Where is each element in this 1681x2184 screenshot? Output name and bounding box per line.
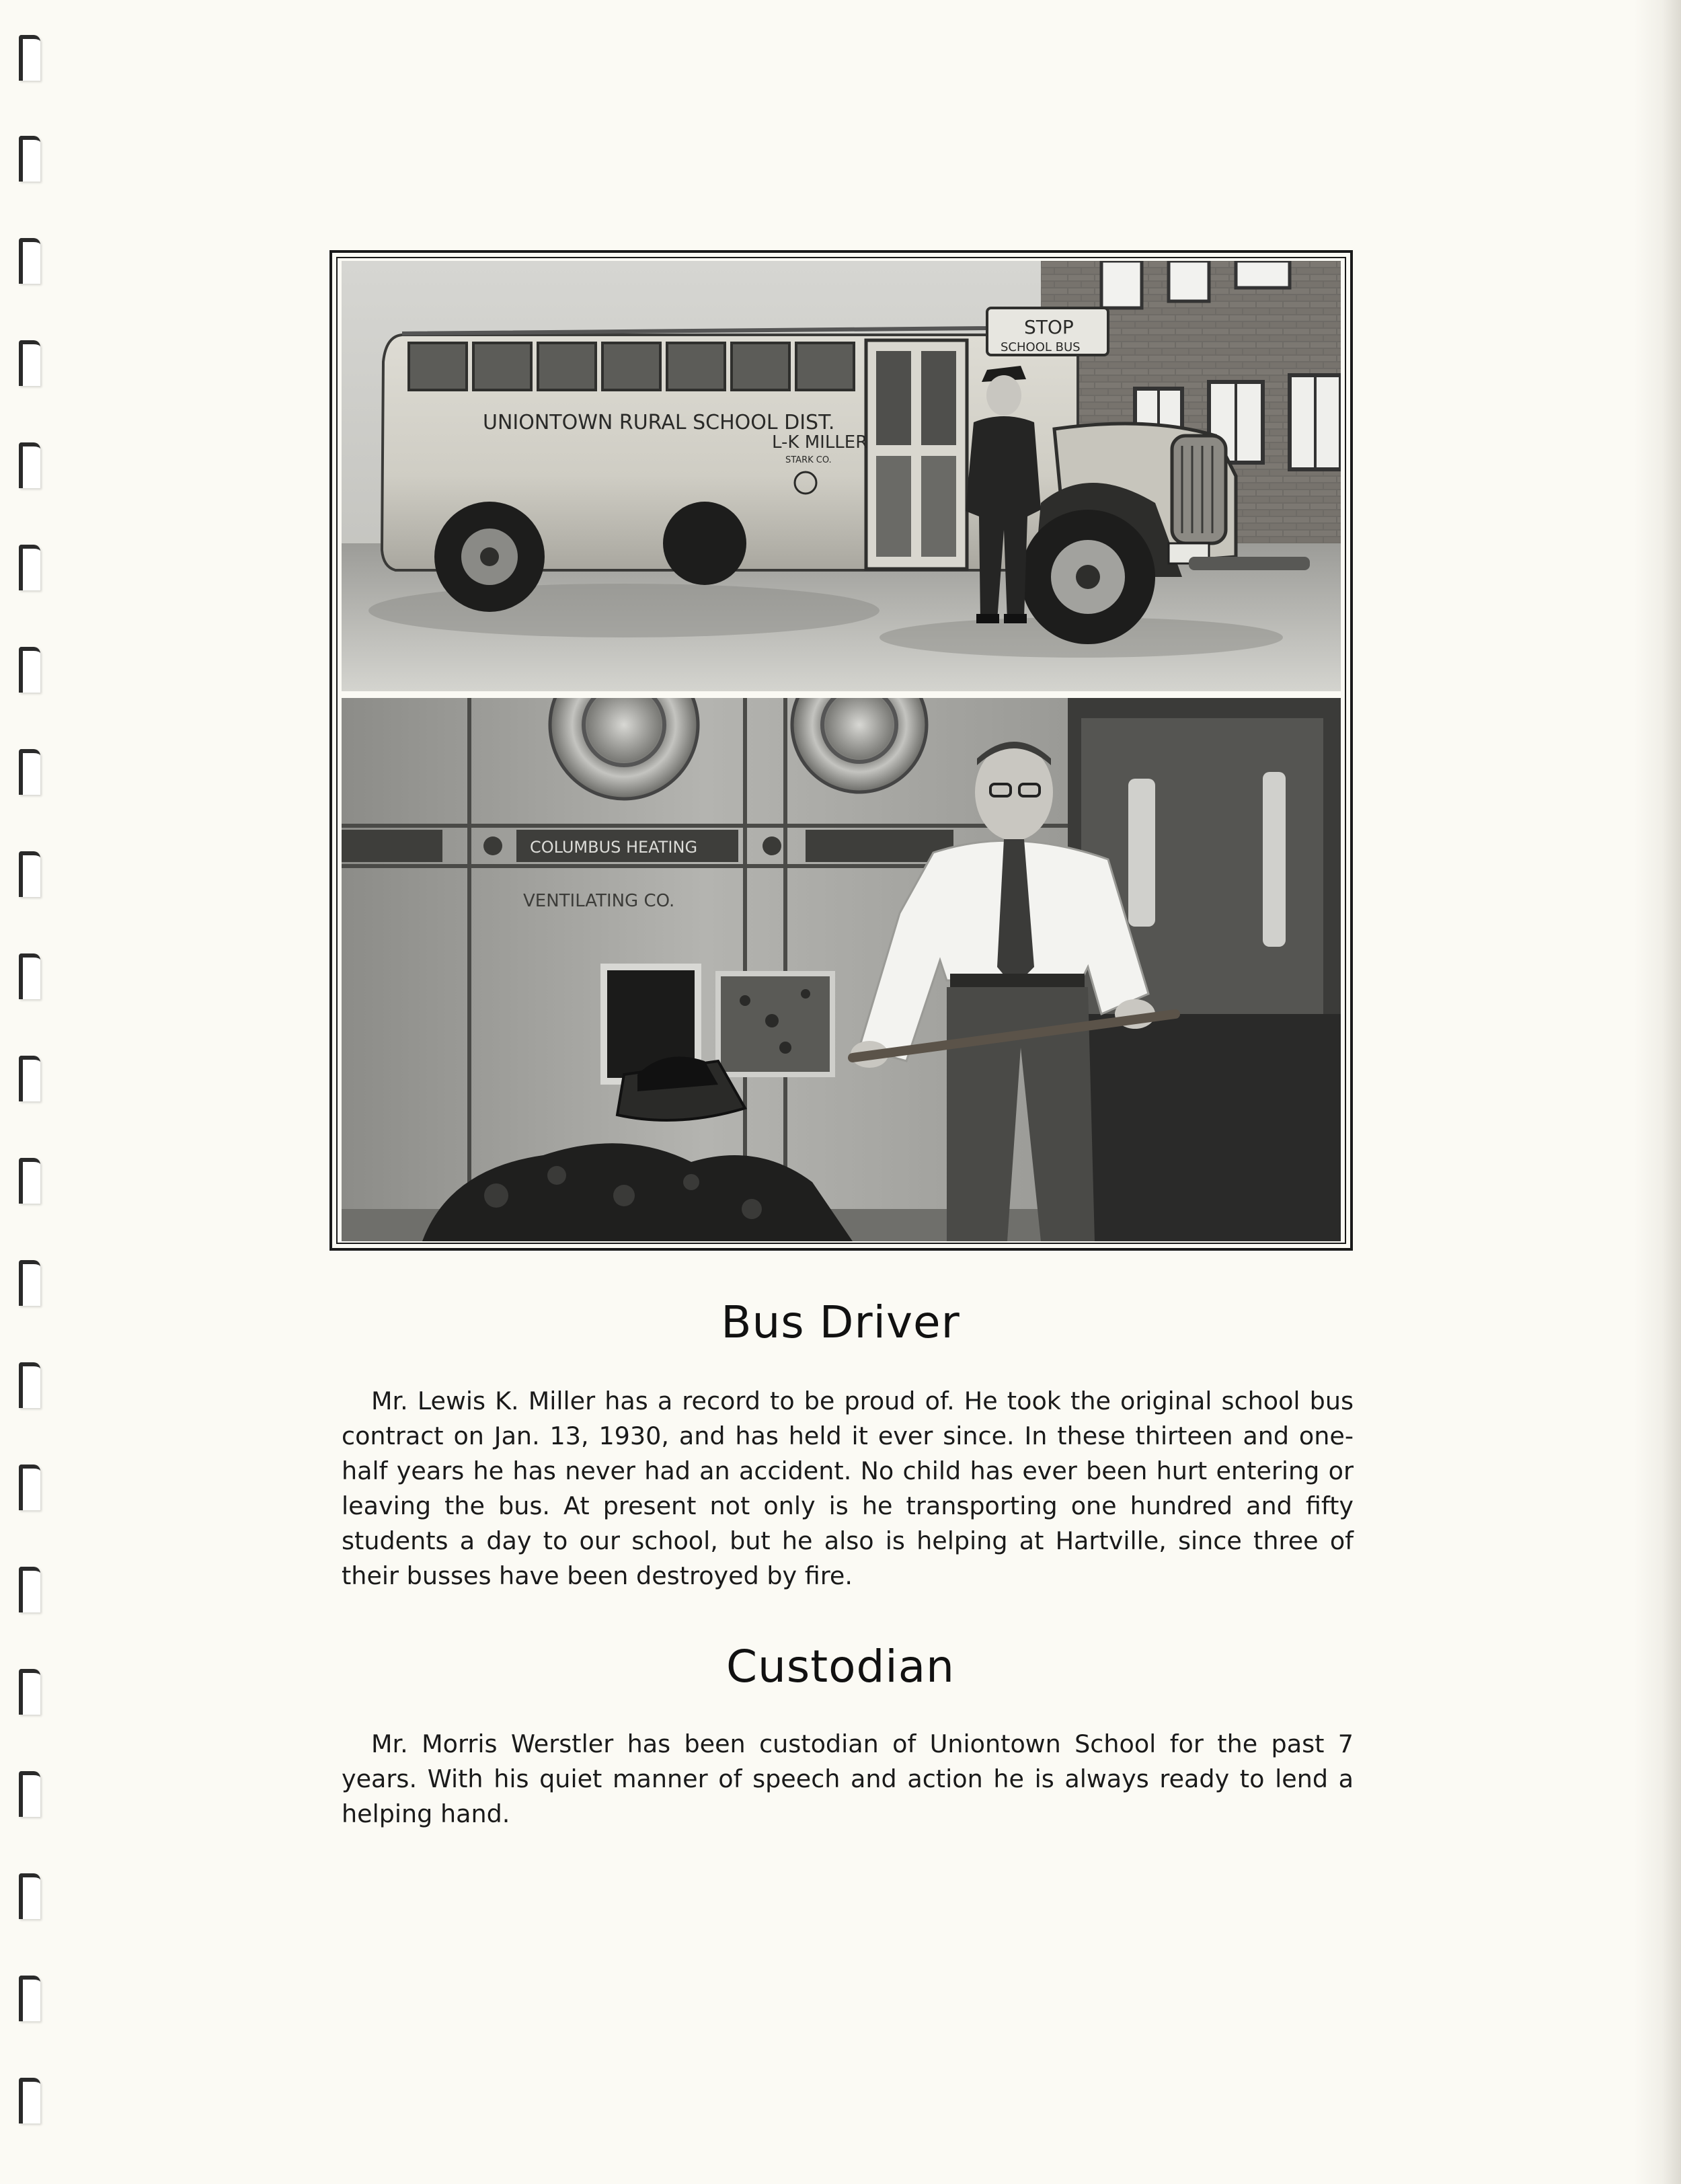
photo-frame [329, 250, 1353, 1251]
binding-hole [19, 1056, 40, 1101]
spiral-binding [0, 0, 61, 2184]
binding-hole [19, 953, 40, 999]
binding-hole [19, 1873, 40, 1919]
binding-hole [19, 1362, 40, 1408]
binding-hole [19, 136, 40, 182]
binding-hole [19, 647, 40, 693]
binding-hole [19, 2078, 40, 2123]
binding-hole [19, 1771, 40, 1817]
custodian-heading: Custodian [726, 1641, 955, 1692]
binding-hole [19, 442, 40, 488]
binding-hole [19, 851, 40, 897]
furnace-label-2-text: VENTILATING CO. [523, 891, 675, 911]
bus-side-text: UNIONTOWN RURAL SCHOOL DIST. [483, 411, 835, 434]
binding-hole [19, 1465, 40, 1510]
binding-hole [19, 1567, 40, 1612]
bus-county-text: STARK CO. [785, 455, 832, 465]
binding-hole [19, 749, 40, 795]
bus-photo [342, 261, 1341, 691]
bus-owner-text: L-K MILLER [772, 432, 868, 453]
page-edge-shadow [1634, 0, 1681, 2184]
binding-hole [19, 545, 40, 590]
furnace-label-text: COLUMBUS HEATING [530, 838, 698, 857]
bus-driver-paragraph: Mr. Lewis K. Miller has a record to be proud of. He took the original school bus contract on Jan. 13, 1930, and has held it ever since. In these thirteen and one-half years he has never had an accident. No child has ever been hurt entering or leaving the bus. At present not only is he transporting one hundred and fifty students a day to our school, but he also is helping at Hartville, since three of their busses have been destroyed by fire. [342, 1387, 1354, 1590]
school-bus-sign-text: SCHOOL BUS [1001, 340, 1081, 354]
bus-driver-heading: Bus Driver [721, 1296, 960, 1348]
custodian-photo [342, 698, 1341, 1241]
custodian-paragraph: Mr. Morris Werstler has been custodian of Uniontown School for the past 7 years. With his quiet manner of speech and action he is always ready to lend a helping hand. [342, 1729, 1354, 1828]
binding-hole [19, 35, 40, 81]
stop-sign-text: STOP [1024, 316, 1074, 338]
binding-hole [19, 238, 40, 284]
binding-hole [19, 1976, 40, 2021]
binding-hole [19, 340, 40, 386]
binding-hole [19, 1158, 40, 1204]
